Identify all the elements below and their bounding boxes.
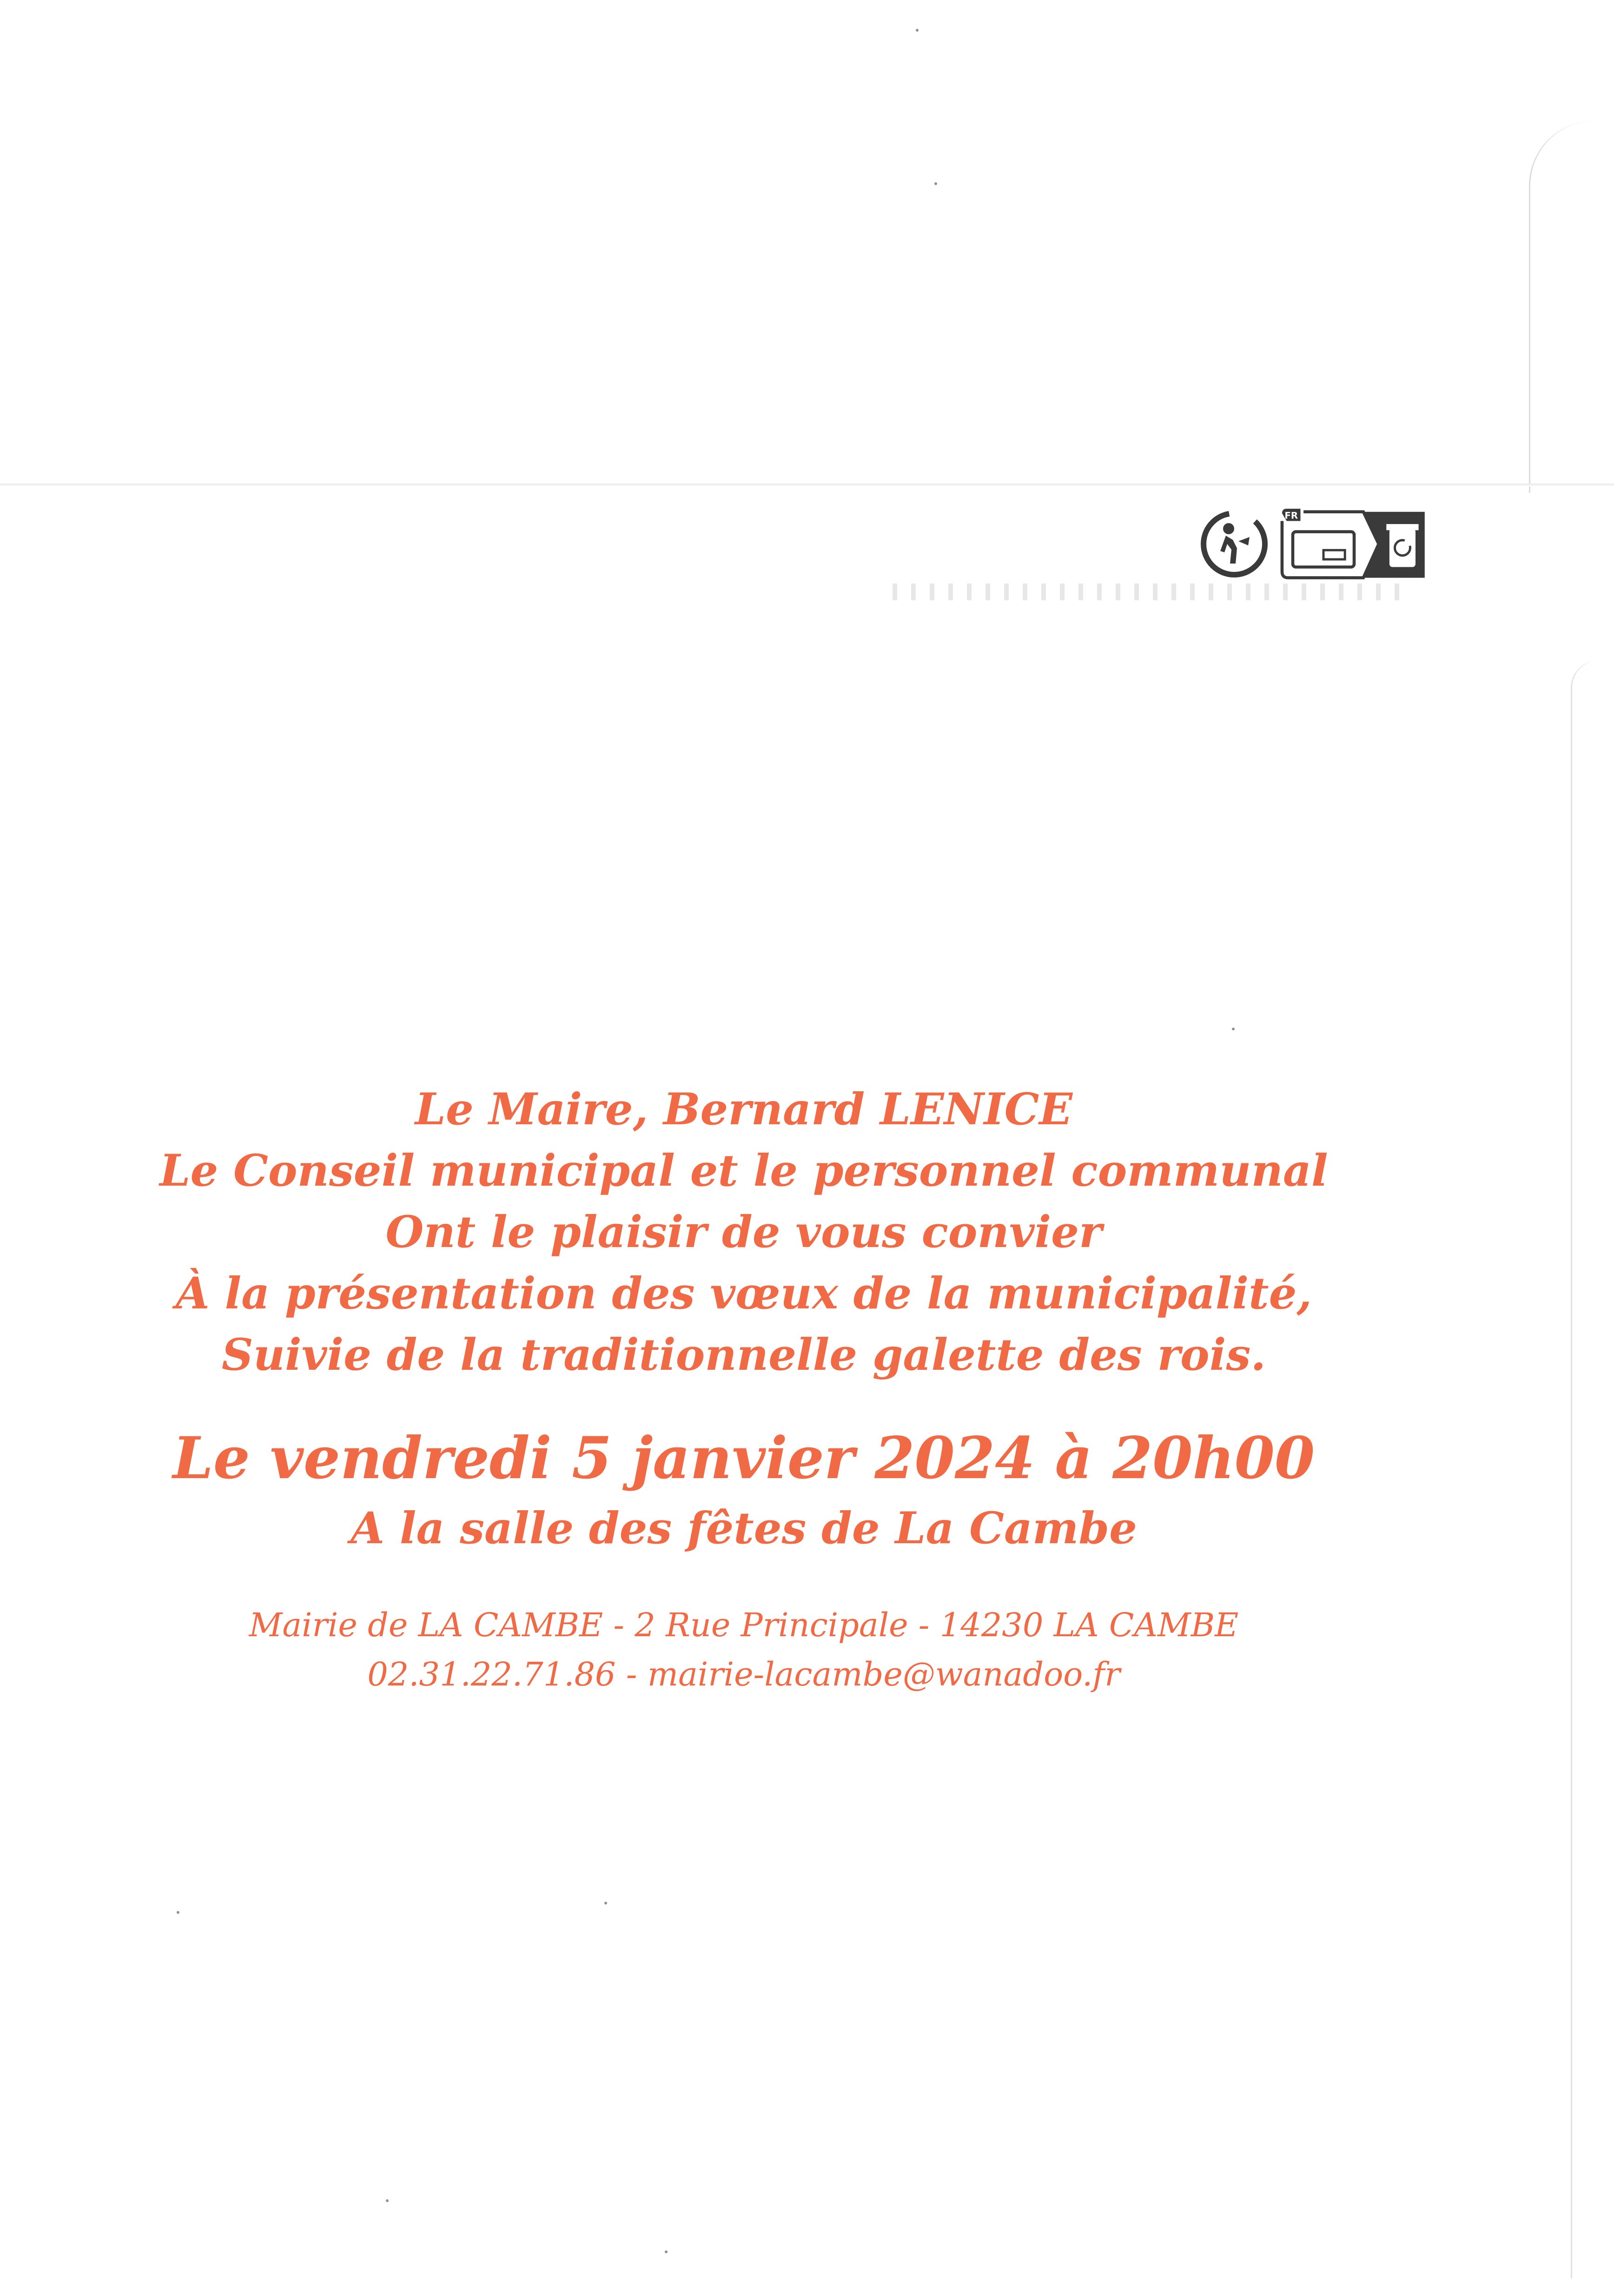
invitation-line-wishes: À la présentation des vœux de la municipalité, bbox=[175, 1268, 1312, 1319]
invitation-line-invite: Ont le plaisir de vous convier bbox=[385, 1207, 1102, 1258]
scan-speck bbox=[934, 182, 937, 185]
envelope-side-edge bbox=[1571, 660, 1614, 2278]
scan-speck bbox=[916, 29, 919, 32]
mairie-address: Mairie de LA CAMBE - 2 Rue Principale - 14230 LA CAMBE bbox=[249, 1606, 1239, 1644]
invitation-line-mayor: Le Maire, Bernard LENICE bbox=[415, 1084, 1073, 1135]
envelope-fold-line bbox=[0, 484, 1614, 486]
scan-speck bbox=[604, 1902, 607, 1904]
invitation-line-council: Le Conseil municipal et le personnel communal bbox=[159, 1145, 1328, 1196]
invitation-line-galette: Suivie de la traditionnelle galette des rois. bbox=[221, 1329, 1266, 1380]
printed-code-strip bbox=[893, 584, 1413, 600]
event-venue: A la salle des fêtes de La Cambe bbox=[351, 1503, 1137, 1554]
envelope-recycle-bin-icon bbox=[1277, 504, 1431, 584]
recycling-logos bbox=[1199, 498, 1431, 591]
envelope-flap-edge bbox=[1529, 121, 1614, 493]
event-date: Le vendredi 5 janvier 2024 à 20h00 bbox=[172, 1425, 1315, 1492]
invitation-text bbox=[0, 1079, 1488, 1699]
fr-label: FR bbox=[1284, 510, 1298, 521]
scan-speck bbox=[386, 2199, 389, 2202]
scan-speck bbox=[1232, 1028, 1235, 1030]
scan-speck bbox=[665, 2250, 668, 2253]
triman-icon bbox=[1199, 509, 1269, 579]
scan-speck bbox=[177, 1911, 179, 1914]
contact-block bbox=[0, 1600, 1488, 1699]
mairie-contact: 02.31.22.71.86 - mairie-lacambe@wanadoo.fr bbox=[367, 1655, 1120, 1693]
